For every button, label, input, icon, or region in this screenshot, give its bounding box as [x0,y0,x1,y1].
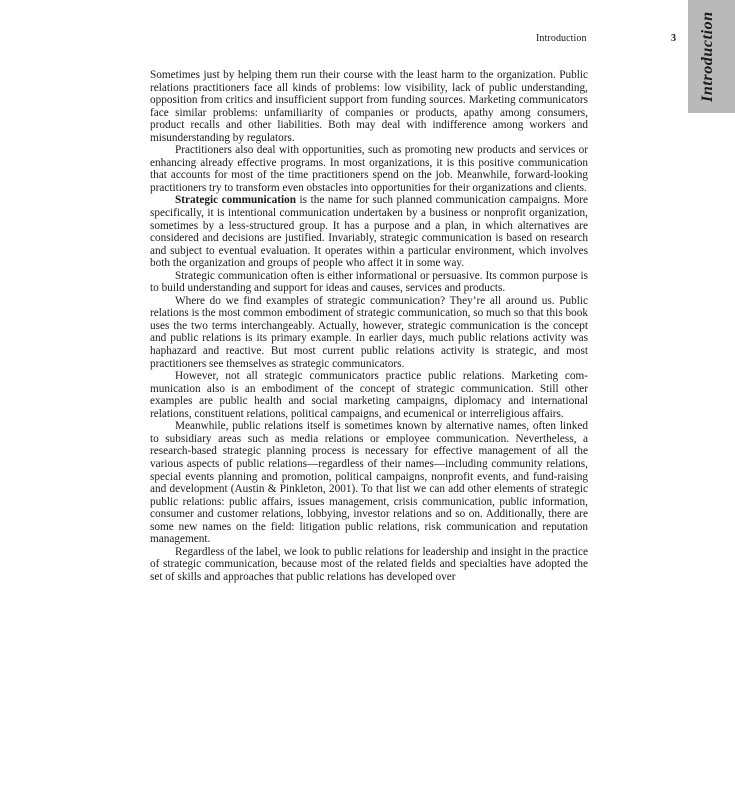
paragraph [150,270,588,295]
paragraph [150,546,588,584]
paragraph-text: is the name for such planned communication campaigns. More specifically, it is intentional communication undertaken by a business or nonprofit organization, sometimes by a less-structured group. It has a purpose and a plan, in which alternatives are considered and decisions are justified. Invariably, strategic communication is based on research and subject to eventual evaluation. It operates within a particular environment, which involves both the organization and groups of people who affect it in some way. [150,194,589,270]
paragraph [150,370,588,420]
paragraph-text: Practitioners also deal with opportunities, such as promoting new products and services or enhancing already effective programs. In most organizations, it is this positive communication that accounts for most of the time practitioners spend on the job. Meanwhile, forward-looking practitioners try to transform even obstacles into opportunities for their organizations and clients. [150,144,588,194]
paragraph [150,194,588,269]
body-text [150,69,588,583]
paragraph [150,69,588,144]
paragraph-text: Regardless of the label, we look to public relations for leadership and insight in the practice of strategic communication, because most of the related fields and specialties have adopted the set of skills and approaches that public relations has developed over [150,545,588,583]
chapter-side-tab [688,0,735,113]
paragraph [150,295,588,370]
paragraph [150,144,588,194]
paragraph-text: Sometimes just by helping them run their course with the least harm to the organization. Public relations practitioners face all kinds of problems: low visibility, lack of public understanding, opposition from critics and insufficient support from funding sources. Marketing communicators face similar problems: unfamiliarity of companies or products, apathy among consumers, product recalls and other liabilities. Both may deal with indifference among workers and misunderstanding by regulators. [150,69,588,144]
paragraph-text: Where do we find examples of strategic communication? They’re all around us. Public relations is the most common embodiment of strategic communication, so much so that this book uses the two terms interchangeably. Actually, however, strategic communication is the concept and public relations is its primary example. In earlier days, much public relations activity was haphazard and reactive. But most current public relations activity is strategic, and most practitioners see themselves as strategic communicators. [150,294,588,370]
side-tab-label: Introduction [699,11,716,102]
paragraph-text: Strategic communication often is either informational or persuasive. Its common purpose is to build understanding and support for ideas and causes, services and products. [150,269,588,295]
page-number: 3 [671,33,676,44]
paragraph-text: Meanwhile, public relations itself is sometimes known by alternative names, often linked to subsidiary areas such as media relations or employee communication. Nevertheless, a research-based strategic planning process is necessary for effective management of all the various aspects of public relations—regardless of their names—including community relations, special events planning and promotion, political campaigns, nonprofit events, and fund-raising and development (Austin & Pinkleton, 2001). To that list we can add other elements of strategic public relations: public affairs, issues management, crisis communication, public information, consumer and customer relations, lobbying, investor relations and so on. Additionally, there are some new names on the field: litigation public relations, risk communication and reputation management. [150,420,588,546]
paragraph [150,420,588,545]
running-head: Introduction [536,33,587,44]
defined-term: Strategic communication [175,194,297,207]
paragraph-text: However, not all strategic communicators practice public relations. Marketing communication also is an embodiment of the concept of strategic communication. Still other examples are public health and social marketing campaigns, diplomacy and international relations, constituent relations, political campaigns, and ecumenical or interreligious affairs. [150,370,588,420]
